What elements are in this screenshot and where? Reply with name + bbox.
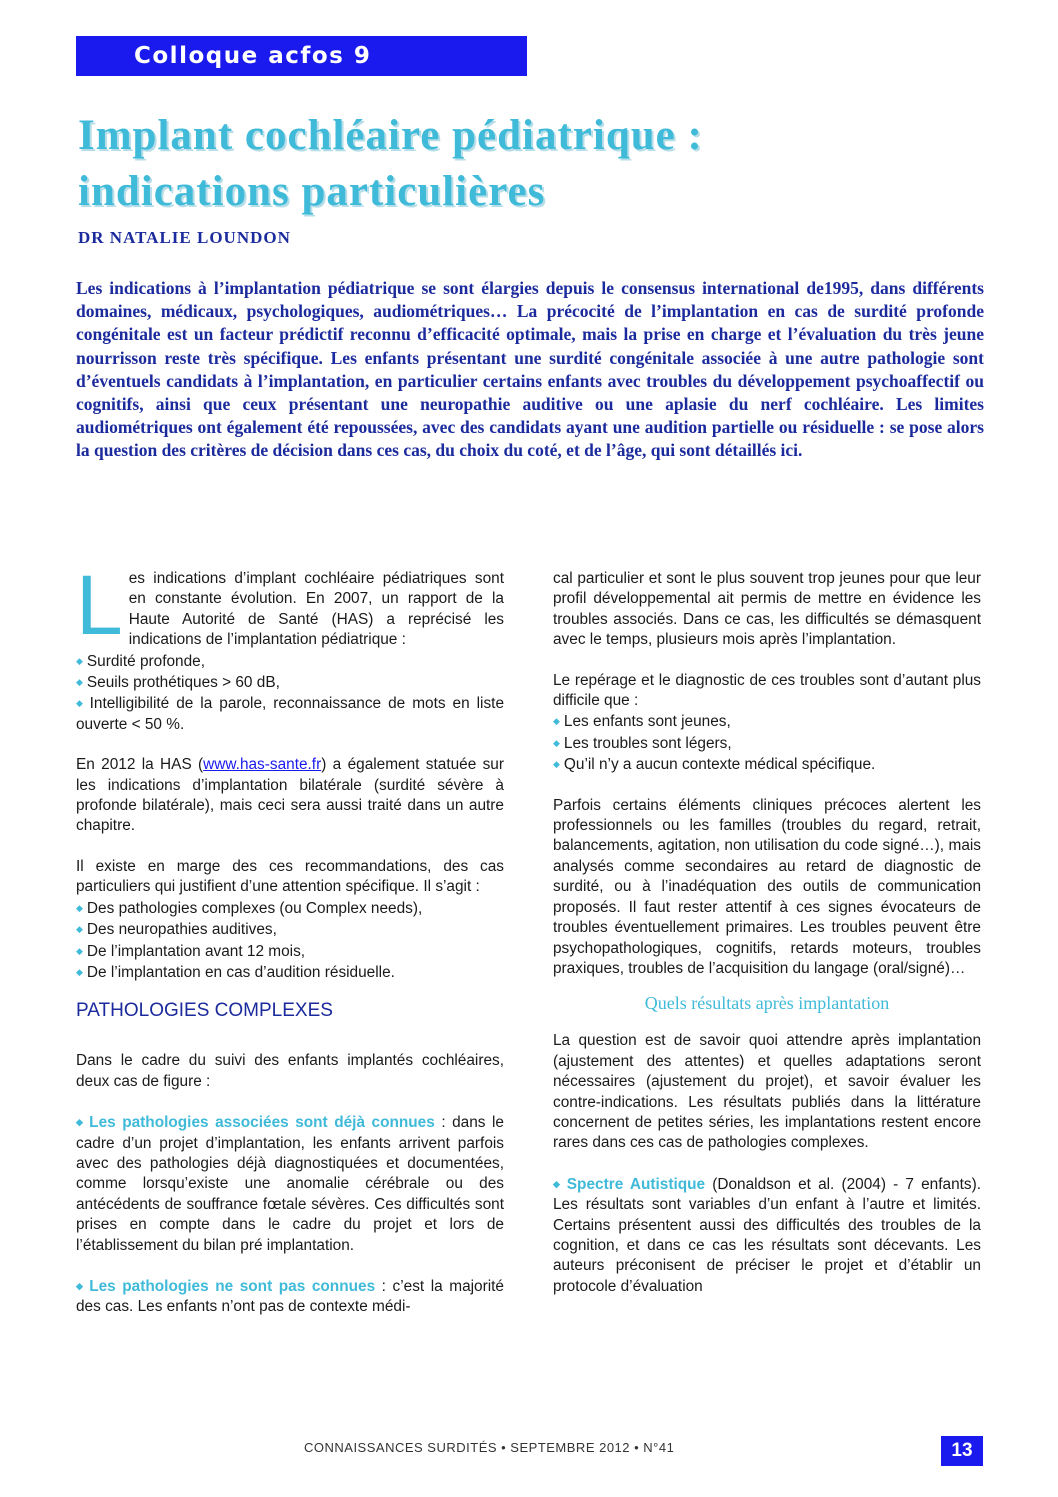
keyword-highlight: ◆ Spectre Autistique bbox=[553, 1176, 705, 1193]
title-line-1: Implant cochléaire pédiatrique : bbox=[78, 112, 703, 159]
left-column bbox=[76, 558, 505, 1318]
has-sante-link[interactable]: www.has-sante.fr bbox=[203, 756, 322, 774]
paragraph: Le repérage et le diagnostic de ces troubles sont d’autant plus difficile que : bbox=[553, 671, 981, 710]
paragraph: Il existe en marge des ces recommandations, des cas particuliers qui justifient d’une attention spécifique. Il s’agit : bbox=[76, 857, 504, 896]
page-number: 13 bbox=[941, 1436, 983, 1466]
has-paragraph: En 2012 la HAS (www.has-sante.fr) a également statuée sur les indications d’implantation bilatérale (surdité sévère à profonde bilatérale), mais ceci sera aussi traité dans un autre chapitre. bbox=[76, 756, 504, 835]
keyword-highlight: ◆ Les pathologies associées sont déjà connues bbox=[76, 1114, 435, 1131]
paragraph: cal particulier et sont le plus souvent trop jeunes pour que leur profil développemental ait permis de mettre en évidence les troubles associés. Dans ce cas, les difficultés se démasquent avec le temps, plusieurs mois après l’implantation. bbox=[553, 570, 981, 649]
title-line-2: indications particulières bbox=[78, 168, 546, 215]
journal-footer: CONNAISSANCES SURDITÉS • SEPTEMBRE 2012 • N°41 bbox=[304, 1440, 675, 1455]
list-item: ◆ Des neuropathies auditives, bbox=[76, 919, 504, 940]
list-item: ◆ Les enfants sont jeunes, bbox=[553, 711, 981, 732]
list-item: ◆ Seuils prothétiques > 60 dB, bbox=[76, 672, 504, 693]
paragraph: ◆ Les pathologies associées sont déjà connues : dans le cadre d’un projet d’implantation, les enfants arrivent parfois avec des pathologies déjà diagnostiquées et documentées, comme lorsqu’existe une anomalie cérébrale ou des antécédents de souffrance fœtale sévères. Ces difficultés sont prises en compte dans le cadre du projet et lors de l’établissement du bilan pré implantation. bbox=[76, 1112, 504, 1256]
drop-cap: L bbox=[76, 558, 123, 652]
paragraph: ◆ Les pathologies ne sont pas connues : c’est la majorité des cas. Les enfants n’ont pas de contexte médi- bbox=[76, 1276, 504, 1318]
list-item: ◆ Qu’il n’y a aucun contexte médical spécifique. bbox=[553, 754, 981, 775]
paragraph: Parfois certains éléments cliniques précoces alertent les professionnels ou les familles (troubles du regard, retrait, balancements, agitation, non utilisation du code signé…), mais analysés comme secondaires au retard de diagnostic de surdité, ou à l’inadéquation des outils de communication proposés. Il faut rester attentif à ces signes évocateurs de troubles éventuellement primaires. Les troubles peuvent être psychopathologiques, cognitifs, retards moteurs, troubles praxiques, troubles de l’acquisition du langage (oral/signé)… bbox=[553, 796, 981, 977]
section-banner: Colloque acfos 9 bbox=[76, 36, 527, 76]
paragraph: Dans le cadre du suivi des enfants implantés cochléaires, deux cas de figure : bbox=[76, 1052, 504, 1090]
list-item: ◆ Intelligibilité de la parole, reconnaissance de mots en liste ouverte < 50 %. bbox=[76, 693, 504, 735]
right-column bbox=[553, 569, 981, 1297]
list-item: ◆ De l’implantation avant 12 mois, bbox=[76, 941, 504, 962]
article-title bbox=[78, 108, 978, 220]
list-item: ◆ De l’implantation en cas d’audition résiduelle. bbox=[76, 962, 504, 983]
paragraph: La question est de savoir quoi attendre après implantation (ajustement des attentes) et quelles adaptations seront nécessaires (ajustement du projet), et savoir évaluer les contre-indications. Les résultats publiés dans la littérature concernent de petites séries, les implantations restent encore rares dans ces cas de pathologies complexes. bbox=[553, 1032, 981, 1152]
paragraph: ◆ Spectre Autistique (Donaldson et al. (2004) - 7 enfants). Les résultats sont variables d’un enfant à l’autre et limités. Certains présentent aussi des difficultés des troubles de la cognition, et dans ce cas les résultats sont décevants. Les auteurs préconisent de préciser le projet et d’établir un protocole d’évaluation bbox=[553, 1174, 981, 1297]
section-heading: PATHOLOGIES COMPLEXES bbox=[76, 1000, 333, 1022]
keyword-highlight: ◆ Les pathologies ne sont pas connues bbox=[76, 1278, 375, 1295]
abstract: Les indications à l’implantation pédiatrique se sont élargies depuis le consensus international de1995, dans différents domaines, médicaux, psychologiques, audiométriques… La précocité de l’implantation en cas de surdité profonde congénitale est un facteur prédictif reconnu d’efficacité optimale, mais la prise en charge et l’évaluation du très jeune nourrisson reste très spécifique. Les enfants présentant une surdité congénitale associée à une autre pathologie sont d’éventuels candidats à l’implantation, en particulier certains enfants avec troubles du développement psychoaffectif ou cognitifs, ainsi que ceux présentant une neuropathie auditive ou une aplasie du nerf cochléaire. Les limites audiométriques ont également été repoussées, avec des candidats ayant une audition partielle ou résiduelle : se pose alors la question des critères de décision dans ces cas, du choix du coté, et de l’âge, qui sont détaillés ici. bbox=[76, 278, 984, 461]
list-item: ◆ Surdité profonde, bbox=[76, 651, 504, 672]
list-item: ◆ Des pathologies complexes (ou Complex needs), bbox=[76, 898, 504, 919]
author-name: DR NATALIE LOUNDON bbox=[78, 228, 291, 247]
list-item: ◆ Les troubles sont légers, bbox=[553, 733, 981, 754]
intro-paragraph: Les indications d’implant cochléaire pédiatriques sont en constante évolution. En 2007, un rapport de la Haute Autorité de Santé (HAS) a reprécisé les indications de l’implantation pédiatrique : bbox=[76, 558, 504, 652]
subsection-heading: Quels résultats après implantation bbox=[644, 993, 890, 1014]
